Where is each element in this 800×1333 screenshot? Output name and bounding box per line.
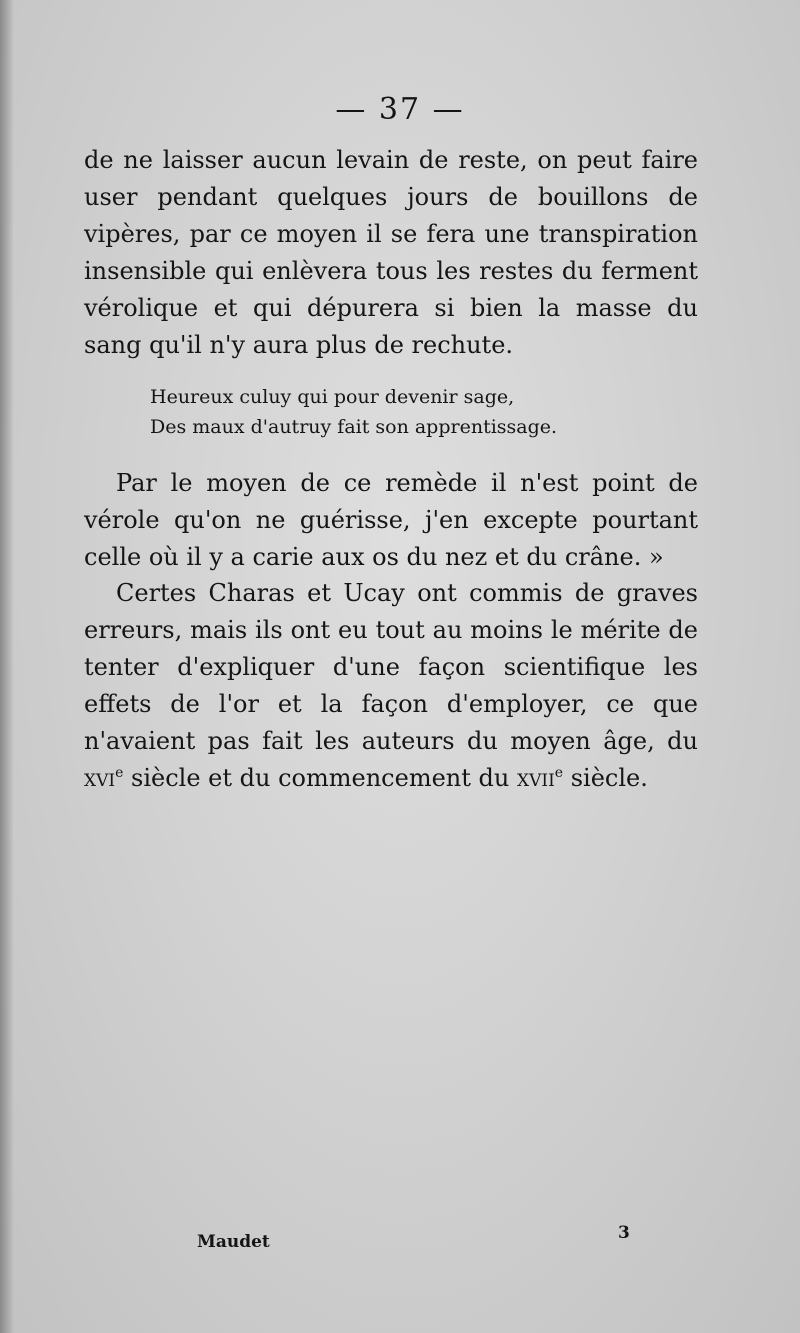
paragraph-2-text: Par le moyen de ce remède il n'est point de vérole qu'on ne guérisse, j'en excepte pourtant celle où il y a carie aux os du nez et du crâne. »	[84, 469, 698, 571]
paragraph-3-text	[84, 575, 698, 797]
paragraph-3-part-1: Certes Charas et Ucay ont commis de graves erreurs, mais ils ont eu tout au moins le mérite de tenter d'expliquer d'une façon scientifique les effets de l'or et la façon d'employer, ce que n'avaient pas fait les auteurs du moyen âge, du	[84, 579, 698, 755]
footer-author-name: Maudet	[197, 1232, 270, 1252]
superscript-e-2: e	[554, 765, 564, 781]
paragraph-2	[84, 465, 698, 576]
paragraph-3	[84, 575, 698, 797]
verse-quote	[150, 382, 670, 442]
paragraph-1-text: de ne laisser aucun levain de reste, on peut faire user pendant quelques jours de bouillons de vipères, par ce moyen il se fera une transpiration insensible qui enlèvera tous les restes du ferment vérolique et qui dépurera si bien la masse du sang qu'il n'y aura plus de rechute.	[84, 146, 698, 359]
paragraph-3-part-2: siècle et du commencement du	[123, 764, 517, 792]
page-number: — 37 —	[335, 92, 465, 127]
century-xvii: xvii	[516, 764, 555, 792]
paragraph-1	[84, 142, 698, 364]
quote-line-2: Des maux d'autruy fait son apprentissage.	[150, 416, 558, 438]
century-xvi: xvi	[84, 764, 116, 792]
paragraph-3-part-3: siècle.	[563, 764, 648, 792]
superscript-e-1: e	[115, 765, 124, 781]
signature-mark: 3	[618, 1223, 630, 1243]
quote-line-1: Heureux culuy qui pour devenir sage,	[150, 386, 515, 408]
